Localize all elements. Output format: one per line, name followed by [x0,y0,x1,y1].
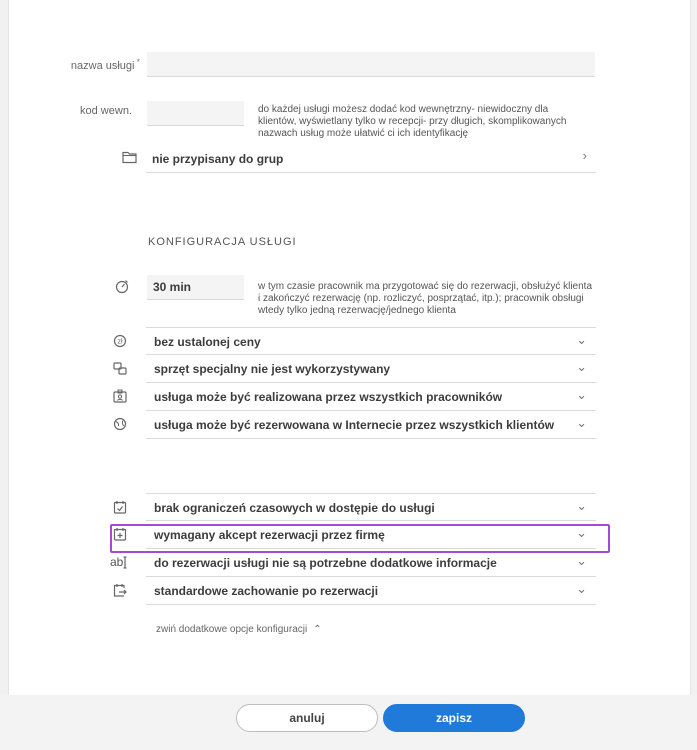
service-name-label: nazwa usługi * [70,57,140,72]
calendar-check-icon [112,499,128,515]
chevron-down-icon: ⌄ [576,498,587,513]
chevron-down-icon: ⌄ [576,581,587,596]
chevron-up-icon: ⌃ [313,624,322,635]
chevron-down-icon: ⌄ [576,553,587,568]
option-equipment[interactable]: sprzęt specjalny nie jest wykorzystywany ⌄ [146,355,596,383]
chevron-right-icon: › [582,148,587,163]
text-field-icon [110,554,130,570]
duration-value: 30 min [153,280,192,294]
left-edge [0,0,9,695]
internal-code-hint: do każdej usługi możesz dodać kod wewnętrzny- niewidoczny dla klientów, wyświetlany tylko w recepcji- przy długich, skomplikowanych nazwach usług może ułatwić ci ich identyfikację [258,104,567,139]
service-name-input[interactable] [147,52,595,77]
required-mark: * [136,57,140,67]
option-acceptance[interactable]: wymagany akcept rezerwacji przez firmę ⌄ [146,521,596,549]
config-section-title: KONFIGURACJA USŁUGI [148,236,297,248]
right-edge [690,0,697,695]
group-row[interactable] [146,145,596,173]
collapse-extra-options[interactable]: zwiń dodatkowe opcje konfiguracji ⌃ [156,624,322,635]
equipment-icon [112,360,128,376]
option-time-limits[interactable]: brak ograniczeń czasowych w dostępie do usługi ⌄ [146,493,596,521]
group-label: nie przypisany do grup [152,152,284,166]
option-price[interactable]: zł bez ustalonej ceny ⌄ [146,327,596,355]
chevron-down-icon: ⌄ [576,359,587,374]
highlight-box [110,524,610,553]
duration-input[interactable] [147,275,244,300]
internal-code-input[interactable] [147,101,244,126]
option-after-booking[interactable]: standardowe zachowanie po rezerwacji ⌄ [146,577,596,605]
save-button[interactable]: zapisz [383,704,525,732]
cancel-button[interactable]: anuluj [236,704,378,732]
chevron-down-icon: ⌄ [576,415,587,430]
chevron-down-icon: ⌄ [576,387,587,402]
option-additional-info[interactable]: ab do rezerwacji usługi nie są potrzebne dodatkowe informacje ⌄ [146,549,596,577]
stopwatch-icon [114,278,130,294]
price-icon [112,333,128,349]
employee-badge-icon [112,388,128,404]
chevron-down-icon: ⌄ [576,332,587,347]
duration-hint: w tym czasie pracownik ma przygotować się do rezerwacji, obsłużyć klienta i zakończyć rezerwację (np. rozliczyć, posprzątać, itp.); pracownik obsługi wtedy tylko jedną rezerwację/jednego klienta [258,281,593,316]
option-employees[interactable]: usługa może być realizowana przez wszystkich pracowników ⌄ [146,383,596,411]
option-online[interactable]: usługa może być rezerwowana w Internecie przez wszystkich klientów ⌄ [146,411,596,439]
internal-code-label: kod wewn. [80,105,132,117]
svg-text:ab: ab [110,555,124,569]
calendar-arrow-icon [112,582,128,598]
folder-icon [122,150,138,166]
globe-icon [112,416,128,432]
svg-text:zł: zł [117,338,123,346]
chevron-down-icon: ⌄ [576,525,587,540]
